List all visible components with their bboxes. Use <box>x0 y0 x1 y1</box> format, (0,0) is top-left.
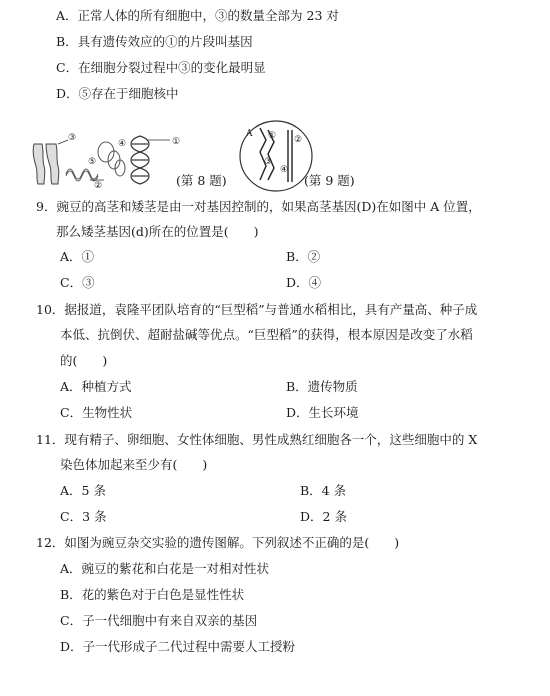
chromosome-icon <box>33 144 59 184</box>
fig9-label-2: ② <box>294 135 303 145</box>
q9-option-a: A．① <box>60 249 95 264</box>
q10-option-b: B．遗传物质 <box>286 379 358 394</box>
q10-option-d: D．生长环境 <box>286 405 359 420</box>
q10-stem-line3: 的( ) <box>60 353 108 368</box>
q9-stem-line1: 9．豌豆的高茎和矮茎是由一对基因控制的，如果高茎基因(D)在如图中 A 位置， <box>36 199 481 214</box>
q10-stem-line2: 本低、抗倒伏、超耐盐碱等优点。“巨型稻”的获得，根本原因是改变了水稻 <box>60 327 473 342</box>
q10-stem-line1: 10．据报道，袁隆平团队培育的“巨型稻”与普通水稻相比，具有产量高、种子成 <box>36 302 478 317</box>
fig8-label-4: ④ <box>118 139 127 149</box>
q10-option-a: A．种植方式 <box>60 379 132 394</box>
q9-option-d: D．④ <box>286 275 322 290</box>
option-c: C．在细胞分裂过程中③的变化最明显 <box>56 60 266 75</box>
fig8-label-2: ② <box>94 181 103 190</box>
fig8-label-3: ③ <box>68 133 77 143</box>
q9-stem-line2: 那么矮茎基因(d)所在的位置是( ) <box>56 224 259 239</box>
q11-stem-line1: 11．现有精子、卵细胞、女性体细胞、男性成熟红细胞各一个，这些细胞中的 X <box>36 432 478 447</box>
dna-helix-icon <box>131 136 149 184</box>
fig8-label-1: ① <box>172 137 181 147</box>
q9-option-c: C．③ <box>60 275 95 290</box>
option-d: D．⑤存在于细胞核中 <box>56 86 179 101</box>
q10-option-c: C．生物性状 <box>60 405 133 420</box>
q11-option-c: C．3 条 <box>60 509 107 524</box>
option-b: B．具有遗传效应的①的片段叫基因 <box>56 34 253 49</box>
q11-stem-line2: 染色体加起来至少有( ) <box>60 457 208 472</box>
fig8-label-5: ⑤ <box>88 157 97 167</box>
fig8-caption: (第 8 题) <box>176 173 227 188</box>
q11-option-b: B．4 条 <box>300 483 347 498</box>
q9-option-b: B．② <box>286 249 321 264</box>
option-a: A．正常人体的所有细胞中，③的数量全部为 23 对 <box>56 8 339 23</box>
fig9-caption: (第 9 题) <box>304 173 355 188</box>
q12-option-d: D．子一代形成子二代过程中需要人工授粉 <box>60 639 296 654</box>
fig9-label-3: ③ <box>264 157 273 167</box>
q12-option-a: A．豌豆的紫花和白花是一对相对性状 <box>60 561 270 576</box>
fig9-label-a: A <box>246 129 253 139</box>
q12-option-b: B．花的紫色对于白色是显性性状 <box>60 587 245 602</box>
fig9-label-4: ④ <box>280 165 289 175</box>
chromosome-dna-figure <box>28 130 188 190</box>
q12-stem-line1: 12．如图为豌豆杂交实验的遗传图解。下列叙述不正确的是( ) <box>36 535 400 550</box>
fig9-label-1: ① <box>268 131 277 141</box>
q12-option-c: C．子一代细胞中有来自双亲的基因 <box>60 613 258 628</box>
q11-option-a: A．5 条 <box>60 483 106 498</box>
q11-option-d: D．2 条 <box>300 509 347 524</box>
